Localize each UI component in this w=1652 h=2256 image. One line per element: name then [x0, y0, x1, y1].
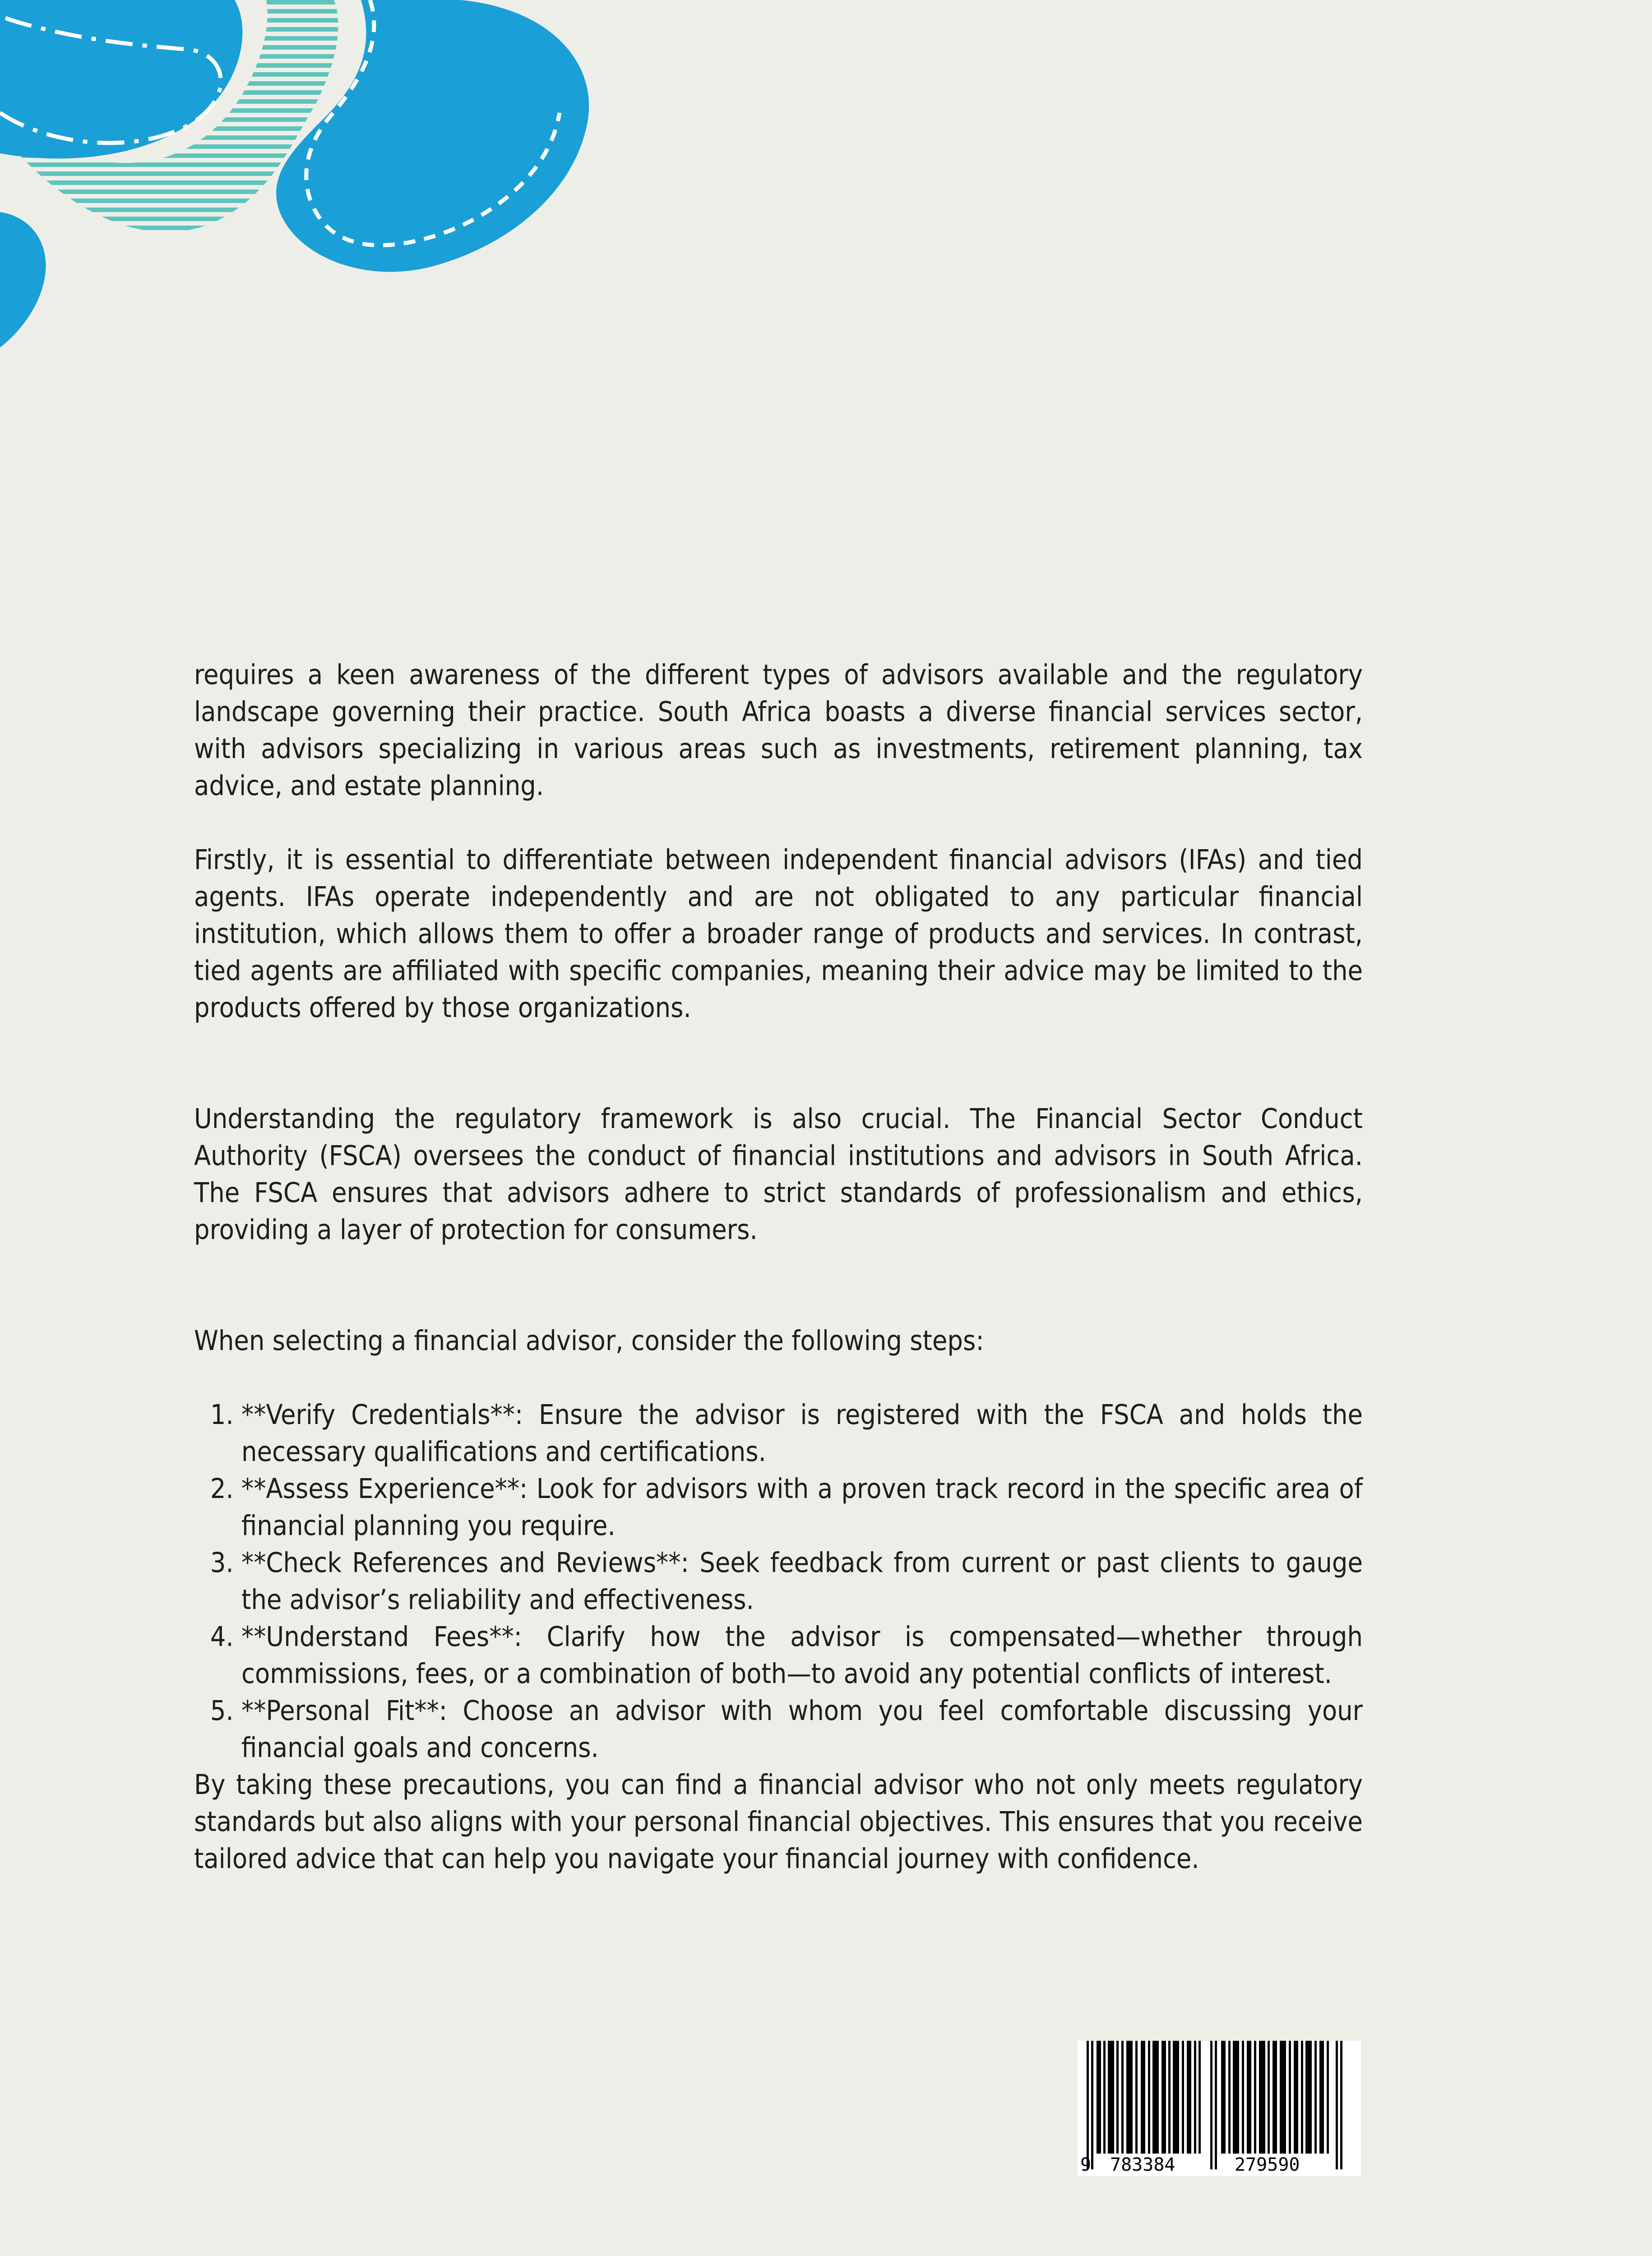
list-item: 3. **Check References and Reviews**: Seek feedback from current or past clients to gauge the advisor’s reliability and effectiveness.	[241, 1544, 1363, 1618]
river-blob-bottom	[0, 212, 46, 347]
paragraph-closing: By taking these precautions, you can find a financial advisor who not only meets regulatory standards but also aligns with your personal financial objectives. This ensures that you receive tailored advice that can help you navigate your financial journey with confidence.	[194, 1769, 1363, 1875]
paragraph-intro: requires a keen awareness of the different types of advisors available and the regulatory landscape governing their practice. South Africa boasts a diverse financial services sector, with advisors specializing in various areas such as investments, retirement planning, tax advice, and estate planning.	[194, 659, 1363, 802]
river-arm-left	[0, 0, 242, 158]
barcode-group-right: 279590	[1235, 2154, 1300, 2175]
barcode-prefix: 9	[1080, 2154, 1092, 2175]
list-item: 1. **Verify Credentials**: Ensure the advisor is registered with the FSCA and holds the necessary qualifications and certifications.	[241, 1396, 1363, 1470]
list-item: 5. **Personal Fit**: Choose an advisor with whom you feel comfortable discussing your financial goals and concerns.	[241, 1692, 1363, 1766]
paragraph-regulatory: Understanding the regulatory framework is also crucial. The Financial Sector Conduct Authority (FSCA) oversees the conduct of financial institutions and advisors in South Africa. The FSCA ensures that advisors adhere to strict standards of professionalism and ethics, providing a layer of protection for consumers.	[194, 1103, 1363, 1246]
barcode-bars	[1087, 2041, 1342, 2169]
body-text	[194, 656, 1363, 1877]
barcode-group-left: 783384	[1110, 2154, 1175, 2175]
list-item: 4. **Understand Fees**: Clarify how the advisor is compensated—whether through commissions, fees, or a combination of both—to avoid any potential conflicts of interest.	[241, 1618, 1363, 1692]
isbn-barcode	[1078, 2041, 1361, 2176]
steps-list	[194, 1396, 1363, 1766]
paragraph-advisor-types: Firstly, it is essential to differentiate between independent financial advisors (IFAs) and tied agents. IFAs operate independently and are not obligated to any particular financial institution, which allows them to offer a broader range of products and services. In contrast, tied agents are affiliated with specific companies, meaning their advice may be limited to the products offered by those organizations.	[194, 844, 1363, 1024]
list-item: 2. **Assess Experience**: Look for advisors with a proven track record in the specific area of financial planning you require.	[241, 1470, 1363, 1544]
steps-intro: When selecting a financial advisor, consider the following steps:	[194, 1325, 984, 1357]
river-decoration	[0, 0, 596, 361]
